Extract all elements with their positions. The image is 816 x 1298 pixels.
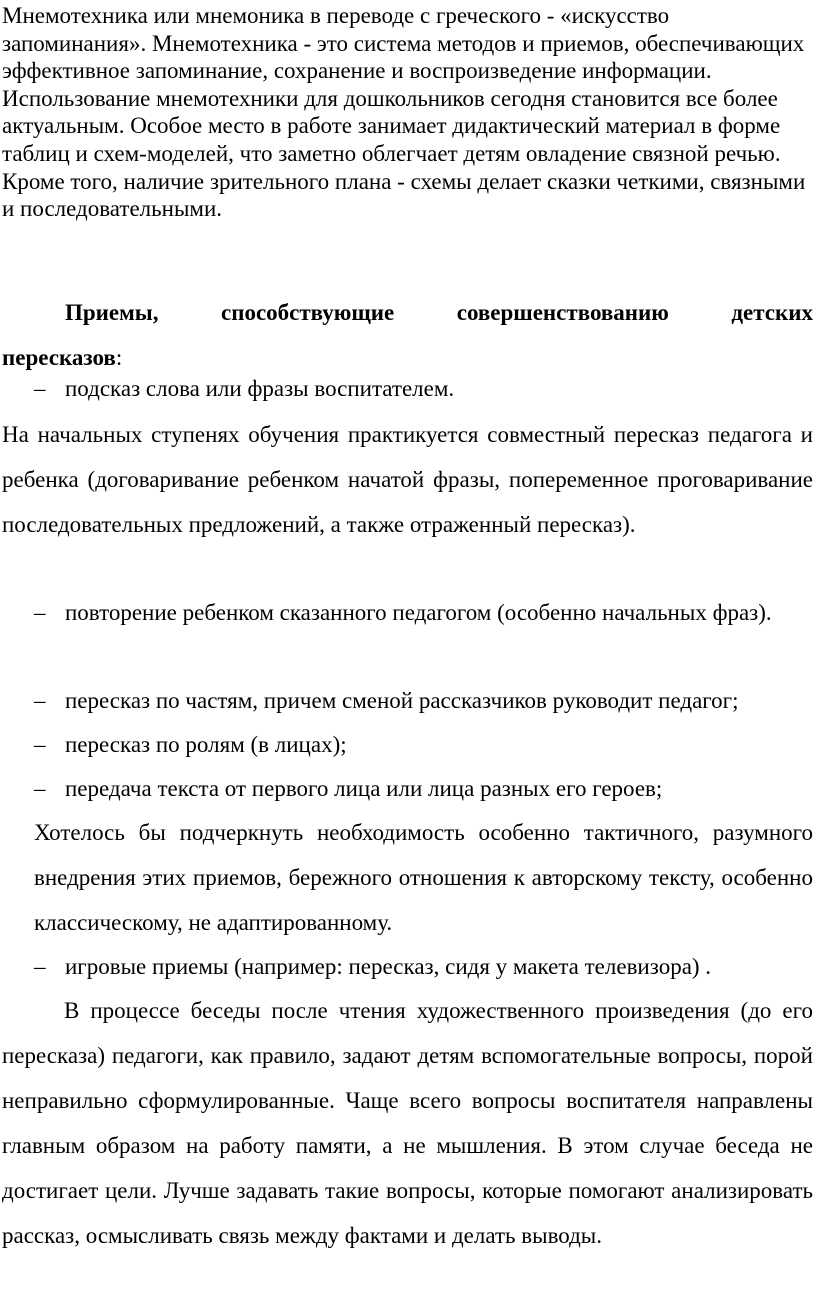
section-heading-lead: Приемы, способствующие совершенствованию детских <box>65 300 813 325</box>
list-dash: – <box>34 732 46 757</box>
section-heading-colon: : <box>115 345 123 370</box>
list-dash: – <box>34 376 46 401</box>
list-item-text: игровые приемы (например: пересказ, сидя у макета телевизора) . <box>65 954 712 979</box>
list-dash: – <box>34 600 46 625</box>
list-item-text: повторение ребенком сказанного педагогом (особенно начальных фраз). <box>65 600 772 625</box>
paragraph-conversation: В процессе беседы после чтения художественного произведения (до его пересказа) педагоги, как правило, задают детям вспомогательные вопросы, порой неправильно сформулированные. Чаще всего вопросы воспитателя направлены главным образом на работу памяти, а не мышления. В этом случае беседа не достигает цели. Лучше задавать такие вопросы, которые помогают анализировать рассказ, осмысливать связь между фактами и делать выводы. <box>2 998 813 1248</box>
list-item-text: передача текста от первого лица или лица разных его героев; <box>65 776 663 801</box>
section-heading-tail-word: пересказов <box>2 345 116 370</box>
intro-paragraph: Мнемотехника или мнемоника в переводе с греческого - «искусство запоминания». Мнемотехника - это система методов и приемов, обеспечивающих эффективное запоминание, сохранение и воспроизведение информации. Использование мнемотехники для дошкольников сегодня становится все более актуальным. Особое место в работе занимает дидактический материал в форме таблиц и схем-моделей, что заметно облегчает детям овладение связной речью. Кроме того, наличие зрительного плана - схемы делает сказки четкими, связными и последовательными. <box>2 3 806 222</box>
list-item-text: подсказ слова или фразы воспитателем. <box>65 376 455 401</box>
list-item-hint <box>0 366 813 411</box>
list-item-text: пересказ по ролям (в лицах); <box>65 732 347 757</box>
list-item-text: пересказ по частям, причем сменой рассказчиков руководит педагог; <box>65 688 739 713</box>
list-dash: – <box>34 776 46 801</box>
paragraph-tact: Хотелось бы подчеркнуть необходимость особенно тактичного, разумного внедрения этих приемов, бережного отношения к авторскому тексту, особенно классическому, не адаптированному. <box>34 820 813 935</box>
list-dash: – <box>34 688 46 713</box>
list-item-games <box>0 944 813 989</box>
list-item-repeat <box>0 590 813 635</box>
list-dash: – <box>34 954 46 979</box>
list-item-parts <box>0 678 813 723</box>
list-item-first-person <box>0 766 813 811</box>
paragraph-joint-retelling: На начальных ступенях обучения практикуется совместный пересказ педагога и ребенка (договаривание ребенком начатой фразы, попеременное проговаривание последовательных предложений, а также отраженный пересказ). <box>2 422 813 537</box>
list-item-roles <box>0 722 813 767</box>
